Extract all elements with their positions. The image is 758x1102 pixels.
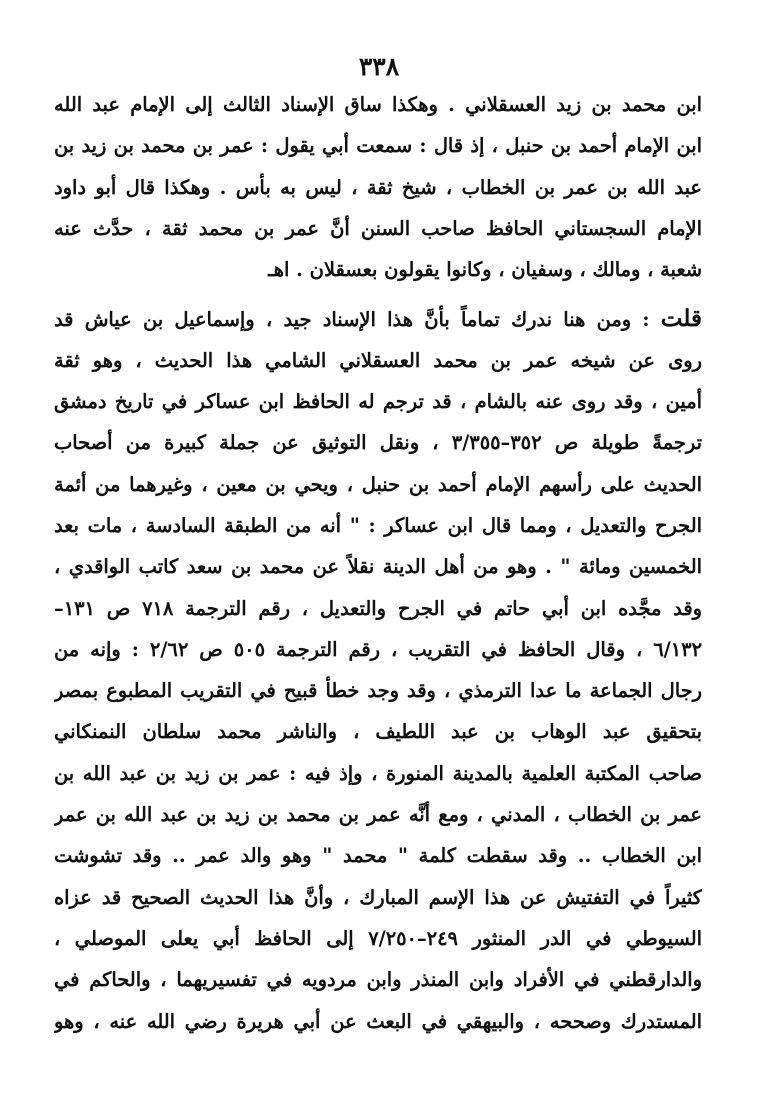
text-line: عبد الله بن عمر بن الخطاب ، شيخ ثقة ، ليس به بأس . وهكذا قال أبو داود [54,175,702,199]
text-line: عمر بن الخطاب ، المدني ، ومع أنَّه عمر بن محمد بن زيد بن عبد الله بن عمر [54,803,702,827]
text-line: صاحب المكتبة العلمية بالمدينة المنورة ، وإذ فيه : عمر بن زيد بن عبد الله بن [54,761,702,785]
paragraph-gap [54,290,702,298]
text-line: الإمام السجستاني الحافظ صاحب السنن أنَّ عمر بن محمد ثقة ، حدَّث عنه [54,216,702,240]
text-line-lead [54,298,702,339]
text-line: المستدرك وصححه ، والبيهقي في البعث عن أبي هريرة رضي الله عنه ، وهو [54,1009,702,1033]
text-line: ابن الإمام أحمد بن حنبل ، إذ قال : سمعت أبي يقول : عمر بن محمد بن زيد بن [54,134,702,158]
text-line: أمين ، وقد روى عنه بالشام ، قد ترجم له الحافظ ابن عساكر في تاريخ دمشق [54,390,702,414]
text-line: وقد مجَّده ابن أبي حاتم في الجرح والتعديل ، رقم الترجمة ٧١٨ ص ١٣١– [54,596,702,620]
text-line: كثيراً في التفتيش عن هذا الإسم المبارك ، وأنَّ هذا الحديث الصحيح قد عزاه [54,885,702,909]
text-line: والدارقطني في الأفراد وابن المنذر وابن مردويه في تفسيريهما ، والحاكم في [54,968,702,992]
text-line: ترجمةً طويلة ص ٣٥٢–٣/٣٥٥ ، ونقل التوثيق عن جملة كبيرة من أصحاب [54,431,702,455]
text-line: الخمسين ومائة " . وهو من أهل الدينة نقلاً عن محمد بن سعد كاتب الواقدي ، [54,555,702,579]
text-line: شعبة ، ومالك ، وسفيان ، وكانوا يقولون بعسقلان . اهـ [268,258,702,282]
text-line: الجرح والتعديل ، ومما قال ابن عساكر : " أنه من الطبقة السادسة ، مات بعد [54,513,702,537]
lead-word: قلت [660,305,702,333]
lead-line-text: : ومن هنا ندرك تماماً بأنَّ هذا الإسناد جيد ، وإسماعيل بن عياش قد [54,308,661,332]
text-line: بتحقيق عبد الوهاب بن عبد اللطيف ، والناشر محمد سلطان النمنكاني [54,720,702,744]
text-line: ابن محمد بن زيد العسقلاني . وهكذا ساق الإسناد الثالث إلى الإمام عبد الله [54,93,702,116]
text-line: ٦/١٣٢ ، وقال الحافظ في التقريب ، رقم الترجمة ٥٠٥ ص ٢/٦٢ : وإنه من [54,637,702,661]
text-line: الحديث على رأسهم الإمام أحمد بن حنبل ، ويحي بن معين ، وغيرهما من أئمة [54,472,702,496]
text-line: السيوطي في الدر المنثور ٢٤٩–٧/٢٥٠ إلى الحافظ أبي يعلى الموصلي ، [54,926,702,950]
page-number: ٣٣٨ [358,52,400,81]
text-line: ابن الخطاب .. وقد سقطت كلمة " محمد " وهو والد عمر .. وقد تشوشت [54,844,702,868]
text-line: رجال الجماعة ما عدا الترمذي ، وقد وجد خطأ قبيح في التقريب المطبوع بمصر [54,679,702,703]
text-line: روى عن شيخه عمر بن محمد العسقلاني الشامي هذا الحديث ، وهو ثقة [54,348,702,372]
body-text [54,84,702,1042]
